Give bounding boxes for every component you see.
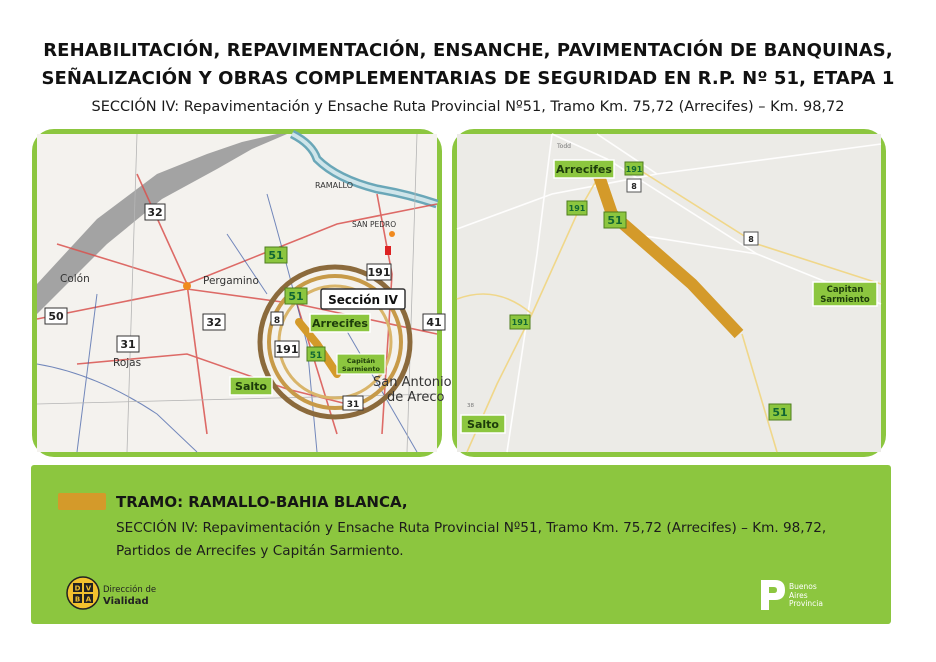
detail-label-38: 38	[467, 403, 474, 409]
regional-map-panel	[32, 129, 452, 457]
detail-label-capitan: Capitan	[826, 285, 864, 295]
regional-label-arrecifes: Arrecifes	[312, 317, 368, 330]
page-subtitle: SECCIÓN IV: Repavimentación y Ensache Ruta Provincial Nº51, Tramo Km. 75,72 (Arrecifes) – Km. 98,72	[91, 99, 845, 115]
route-shield-31b: 31	[346, 400, 360, 410]
route-shield-191: 191	[367, 266, 391, 279]
detail-label-arrecifes: Arrecifes	[556, 163, 612, 176]
town-label-de-areco: de Areco	[387, 390, 445, 405]
legend-heading: TRAMO: RAMALLO-BAHIA BLANCA,	[116, 493, 408, 511]
legend-route-swatch	[58, 493, 106, 510]
page-title-line-1: REHABILITACIÓN, REPAVIMENTACIÓN, ENSANCHE, PAVIMENTACIÓN DE BANQUINAS,	[43, 40, 893, 61]
detail-label-salto: Salto	[467, 418, 499, 431]
route-shield-191b: 191	[275, 343, 299, 356]
page-title-line-2: SEÑALIZACIÓN Y OBRAS COMPLEMENTARIAS DE SEGURIDAD EN R.P. Nº 51, ETAPA 1	[41, 68, 895, 89]
svg-text:A: A	[85, 595, 92, 604]
town-label-ramallo: RAMALLO	[315, 181, 354, 190]
town-label-rojas: Rojas	[113, 357, 142, 369]
route-shield-50: 50	[48, 310, 64, 323]
section-iv-label: Sección IV	[328, 293, 398, 307]
route-shield-32: 32	[147, 206, 163, 219]
route-shield-51: 51	[268, 249, 284, 262]
detail-shield-191c: 191	[568, 204, 586, 213]
route-shield-41: 41	[426, 316, 442, 329]
svg-text:D: D	[74, 584, 81, 593]
detail-label-sarmiento: Sarmiento	[820, 295, 870, 305]
legend-line-2: Partidos de Arrecifes y Capitán Sarmiento.	[116, 543, 404, 559]
legend-line-1: SECCIÓN IV: Repavimentación y Ensache Ruta Provincial Nº51, Tramo Km. 75,72 (Arrecifes) – Km. 98,72,	[116, 520, 827, 536]
buenos-aires-logo-icon	[755, 576, 789, 614]
detail-shield-51b: 51	[772, 406, 788, 419]
route-shield-51b: 51	[288, 290, 304, 303]
route-shield-31: 31	[120, 338, 136, 351]
detail-shield-191a: 191	[625, 165, 643, 174]
detail-label-todd: Todd	[557, 143, 571, 150]
route-shield-51c: 51	[309, 351, 323, 361]
regional-label-salto: Salto	[235, 380, 267, 393]
vialidad-logo-text: Dirección de Vialidad	[103, 585, 157, 607]
legend-description	[116, 517, 826, 563]
town-label-pergamino: Pergamino	[203, 275, 259, 287]
route-shield-32b: 32	[206, 316, 222, 329]
svg-text:V: V	[85, 584, 92, 593]
regional-label-sarmiento: Sarmiento	[342, 365, 380, 373]
town-label-colon: Colón	[60, 273, 90, 285]
town-label-san-antonio: San Antonio	[373, 375, 452, 390]
detail-shield-8a: 8	[631, 182, 637, 191]
detail-map	[457, 134, 881, 452]
route-shield-8: 8	[273, 316, 281, 326]
detail-map-panel	[452, 129, 886, 457]
regional-map	[37, 134, 452, 452]
town-label-san-pedro: SAN PEDRO	[352, 220, 397, 229]
detail-shield-191b: 191	[511, 318, 529, 327]
buenos-aires-logo-text: Buenos Aires Provincia	[789, 582, 823, 608]
regional-label-capitan: Capitán	[346, 357, 376, 365]
detail-shield-8b: 8	[748, 235, 754, 244]
vialidad-logo-icon	[66, 576, 100, 610]
svg-text:B: B	[74, 595, 81, 604]
detail-shield-51a: 51	[607, 214, 623, 227]
